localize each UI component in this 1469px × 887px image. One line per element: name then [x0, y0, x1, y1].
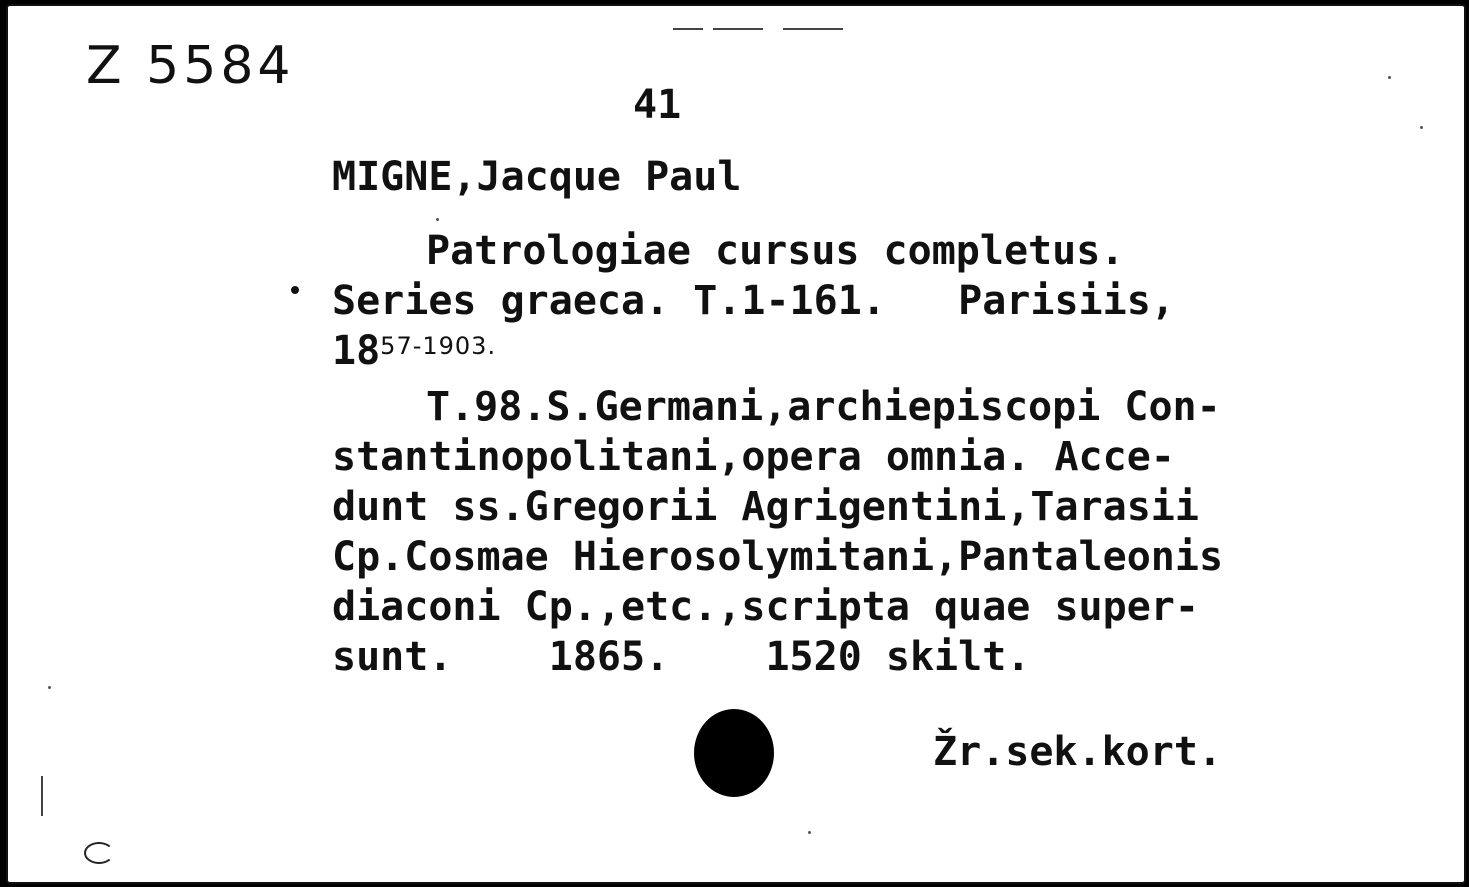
bullet-mark [291, 286, 299, 294]
location-note: Žr.sek.kort. [933, 729, 1222, 775]
imprint-year-typed: 18 [332, 328, 381, 374]
punch-hole [694, 709, 774, 797]
speck [808, 831, 811, 834]
volume-line-2: stantinopolitani,opera omnia. Acce- [332, 434, 1175, 480]
corner-mark [84, 842, 114, 864]
speck [436, 218, 439, 221]
edge-mark [41, 776, 43, 816]
top-mark [673, 28, 703, 30]
call-number: Z 5584 [86, 36, 295, 96]
volume-line-5: diaconi Cp.,etc.,scripta quae super- [332, 584, 1199, 630]
title-line-2: Series graeca. T.1-161. Parisiis, [332, 278, 1175, 324]
volume-line-6: sunt. 1865. 1520 skilt. [332, 634, 1031, 680]
title-line-1: Patrologiae cursus completus. [426, 228, 1125, 274]
speck [1388, 76, 1391, 79]
imprint-year [332, 328, 496, 374]
volume-line-3: dunt ss.Gregorii Agrigentini,Tarasii [332, 484, 1199, 530]
top-mark [713, 28, 763, 30]
imprint-year-handwritten: 57-1903. [380, 332, 497, 360]
card-number: 41 [633, 82, 682, 128]
volume-line-1: T.98.S.Germani,archiepiscopi Con- [426, 384, 1221, 430]
speck [48, 686, 51, 689]
top-mark [783, 28, 843, 30]
author-heading: MIGNE,Jacque Paul [332, 154, 742, 200]
catalog-card [6, 4, 1466, 884]
volume-line-4: Cp.Cosmae Hierosolymitani,Pantaleonis [332, 534, 1224, 580]
speck [1420, 126, 1423, 129]
